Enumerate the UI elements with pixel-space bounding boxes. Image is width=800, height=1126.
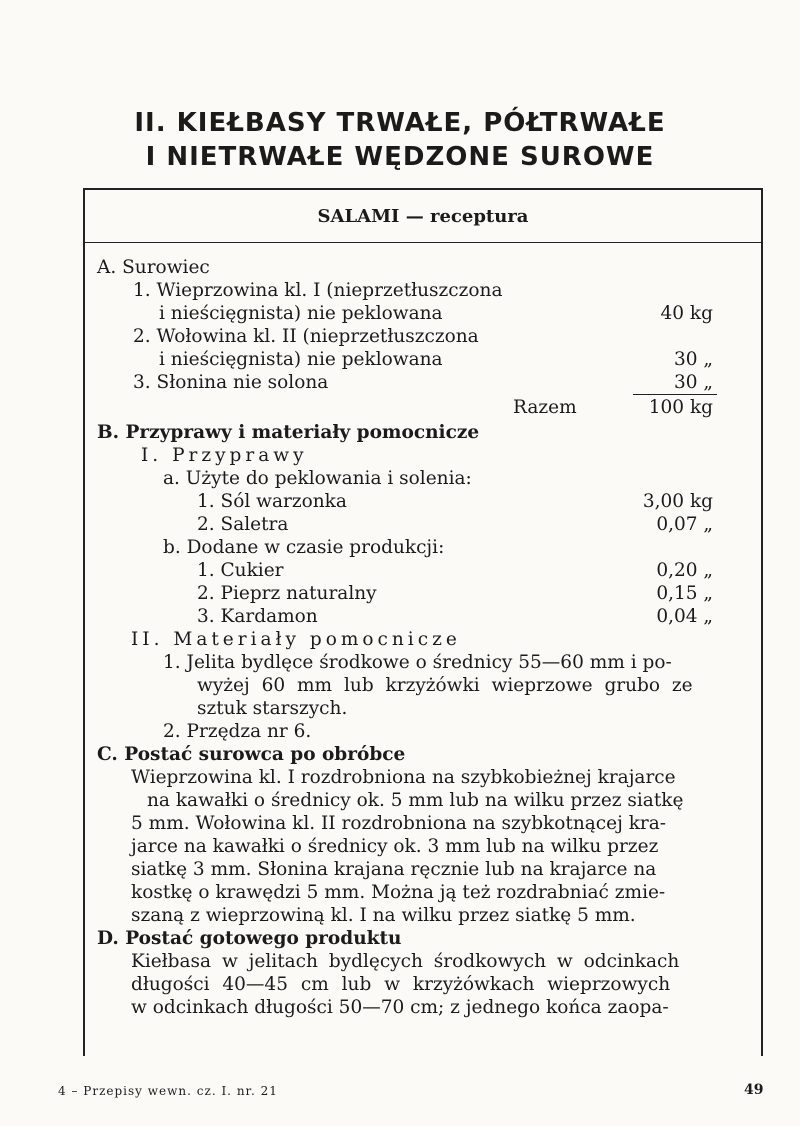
- page-number: 49: [744, 1082, 764, 1098]
- section-b-sub1: I. Przyprawy: [141, 445, 308, 466]
- section-b-sub1b: b. Dodane w czasie produkcji:: [163, 537, 445, 558]
- item-label: 2. Pieprz naturalny: [197, 583, 377, 604]
- item-amount: 0,15 „: [656, 583, 713, 604]
- item-amount: 0,07 „: [656, 514, 713, 535]
- section-a-item-2-line-2: [85, 348, 761, 371]
- item-label: 2. Saletra: [197, 514, 289, 535]
- section-a-heading: A. Surowiec: [97, 257, 210, 278]
- section-b-sub2-item-1-line-2: wyżej 60 mm lub krzyżówki wieprzowe grubo ze: [197, 675, 693, 696]
- item-amount: 0,20 „: [656, 560, 713, 581]
- section-c-line-7: szaną z wieprzowiną kl. I na wilku przez siatkę 5 mm.: [131, 905, 636, 926]
- section-a-item-2-amount: 30 „: [673, 349, 713, 370]
- section-c-line-1: Wieprzowina kl. I rozdrobniona na szybkobieżnej krajarce: [131, 767, 676, 788]
- item-label: 3. Kardamon: [197, 606, 318, 627]
- section-a-item-1-label: i nieścięgnista) nie peklowana: [159, 303, 443, 324]
- recipe-content: [85, 256, 761, 1019]
- item-label: 1. Cukier: [197, 560, 284, 581]
- recipe-box: [83, 188, 763, 1056]
- section-c-line-3: 5 mm. Wołowina kl. II rozdrobniona na szybkotnącej kra-: [131, 813, 667, 834]
- total-amount: 100 kg: [648, 397, 713, 418]
- section-b-sub2-item-2: 2. Przędza nr 6.: [163, 721, 312, 742]
- chapter-title-line-1: II. KIEŁBASY TRWAŁE, PÓŁTRWAŁE: [134, 108, 666, 138]
- total-label: Razem: [513, 397, 577, 418]
- section-b-sub2-item-1-line-3: sztuk starszych.: [197, 698, 348, 719]
- footer-note: 4 – Przepisy wewn. cz. I. nr. 21: [58, 1084, 278, 1098]
- section-c-line-5: siatkę 3 mm. Słonina krajana ręcznie lub na krajarce na: [131, 859, 657, 880]
- section-b-sub1b-item-3: [85, 605, 761, 628]
- item-amount: 3,00 kg: [642, 491, 713, 512]
- section-d-line-3: w odcinkach długości 50—70 cm; z jednego końca zaopa-: [131, 997, 669, 1018]
- section-b-heading: B. Przyprawy i materiały pomocnicze: [97, 422, 480, 443]
- section-a-item-3-amount: 30 „: [673, 372, 713, 393]
- chapter-title-line-2: I NIETRWAŁE WĘDZONE SUROWE: [145, 142, 655, 172]
- section-a-item-1-line-2: [85, 302, 761, 325]
- section-d-line-2: długości 40—45 cm lub w krzyżówkach wieprzowych: [131, 974, 671, 995]
- section-c-line-2: na kawałki o średnicy ok. 5 mm lub na wilku przez siatkę: [147, 790, 684, 811]
- section-b-sub1b-item-1: [85, 559, 761, 582]
- section-a-total: [85, 394, 761, 421]
- section-d-heading: D. Postać gotowego produktu: [97, 928, 402, 949]
- section-a-item-2-line-1: 2. Wołowina kl. II (nieprzetłuszczona: [133, 326, 479, 347]
- section-a-item-2-label: i nieścięgnista) nie peklowana: [159, 349, 443, 370]
- section-b-sub2-item-1-line-1: 1. Jelita bydlęce środkowe o średnicy 55—60 mm i po-: [163, 652, 672, 673]
- section-a-item-1-amount: 40 kg: [660, 303, 713, 324]
- title-divider: [85, 242, 761, 243]
- section-a-item-3-label: 3. Słonina nie solona: [133, 372, 329, 393]
- section-a-item-3: [85, 371, 761, 394]
- section-b-sub1b-item-2: [85, 582, 761, 605]
- section-c-line-4: jarce na kawałki o średnicy ok. 3 mm lub na wilku przez: [131, 836, 659, 857]
- section-a-item-1-line-1: 1. Wieprzowina kl. I (nieprzetłuszczona: [133, 280, 503, 301]
- section-c-heading: C. Postać surowca po obróbce: [97, 744, 406, 765]
- item-label: 1. Sól warzonka: [197, 491, 347, 512]
- recipe-title: SALAMI — receptura: [317, 206, 529, 227]
- section-b-sub1a: a. Użyte do peklowania i solenia:: [163, 468, 472, 489]
- section-b-sub2: II. Materiały pomocnicze: [131, 629, 461, 650]
- item-amount: 0,04 „: [656, 606, 713, 627]
- section-b-sub1a-item-2: [85, 513, 761, 536]
- section-b-sub1a-item-1: [85, 490, 761, 513]
- section-c-line-6: kostkę o krawędzi 5 mm. Można ją też rozdrabniać zmie-: [131, 882, 666, 903]
- section-d-line-1: Kiełbasa w jelitach bydlęcych środkowych w odcinkach: [131, 951, 680, 972]
